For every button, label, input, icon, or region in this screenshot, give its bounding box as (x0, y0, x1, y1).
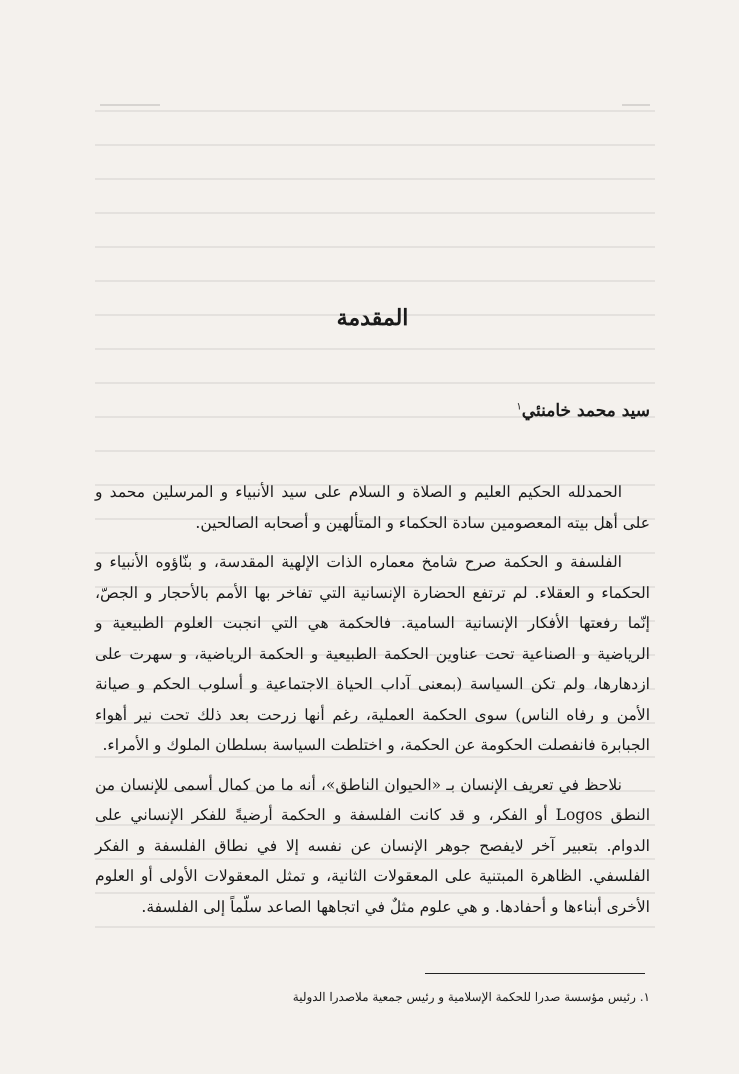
author-name: سيد محمد خامنئي (521, 401, 650, 421)
paragraph-2: الفلسفة و الحكمة صرح شامخ معماره الذات الإلهية المقدسة، و بنّاؤوه الأنبياء و الحكماء و العقلاء. لم ترتفع الحضارة الإنسانية التي تفاخر بها الأمم بالأحجار و الجصّ، إنّما رفعتها الأفكار الإنسانية السامية. فالحكمة هي التي انجبت العلوم الطبيعية و الرياضية و الصناعية تحت عناوين الحكمة الطبيعية و الحكمة الرياضية، و سهرت على ازدهارها، ولم تكن السياسة (بمعنى آداب الحياة الاجتماعية و أسلوب الحكم و صيانة الأمن و رفاه الناس) سوى الحكمة العملية، رغم أنها زرحت بعد ذلك تحت نير أهواء الجبابرة فانفصلت الحكومة عن الحكمة، و اختلطت السياسة بسلطان الملوك و الأمراء. (95, 553, 650, 754)
paragraph-3: نلاحظ في تعريف الإنسان بـ «الحيوان الناطق»، أنه ما من كمال أسمى للإنسان من النطق Logos أو الفكر، و قد كانت الفلسفة و الحكمة أرضيةً للفكر الإنساني على الدوام. بتعبير آخر لايفصح جوهر الإنسان عن نفسه إلا في نطاق الفلسفة و الفكر الفلسفي. الظاهرة المبتنية على المعقولات الثانية، و تمثل المعقولات الأولى أو العلوم الأخرى أبناءها و أحفادها. و هي علوم مثلٌ في اتجاهها الصاعد سلّماً إلى الفلسفة. (95, 775, 650, 916)
footnote-separator (425, 973, 645, 974)
page-title: المقدمة (336, 305, 409, 331)
footnote: ١. رئيس مؤسسة صدرا للحكمة الإسلامية و رئيس جمعية ملاصدرا الدولية (292, 990, 650, 1004)
footnote-marker: ١ (516, 401, 522, 413)
show-through-header (100, 96, 650, 114)
page-body (95, 305, 650, 931)
paragraph-1: الحمدلله الحكيم العليم و الصلاة و السلام على سيد الأنبياء و المرسلين محمد و على أهل بيته المعصومين سادة الحكماء و المتألهين و أصحابه الصالحين. (95, 483, 650, 532)
author-line (95, 401, 650, 421)
